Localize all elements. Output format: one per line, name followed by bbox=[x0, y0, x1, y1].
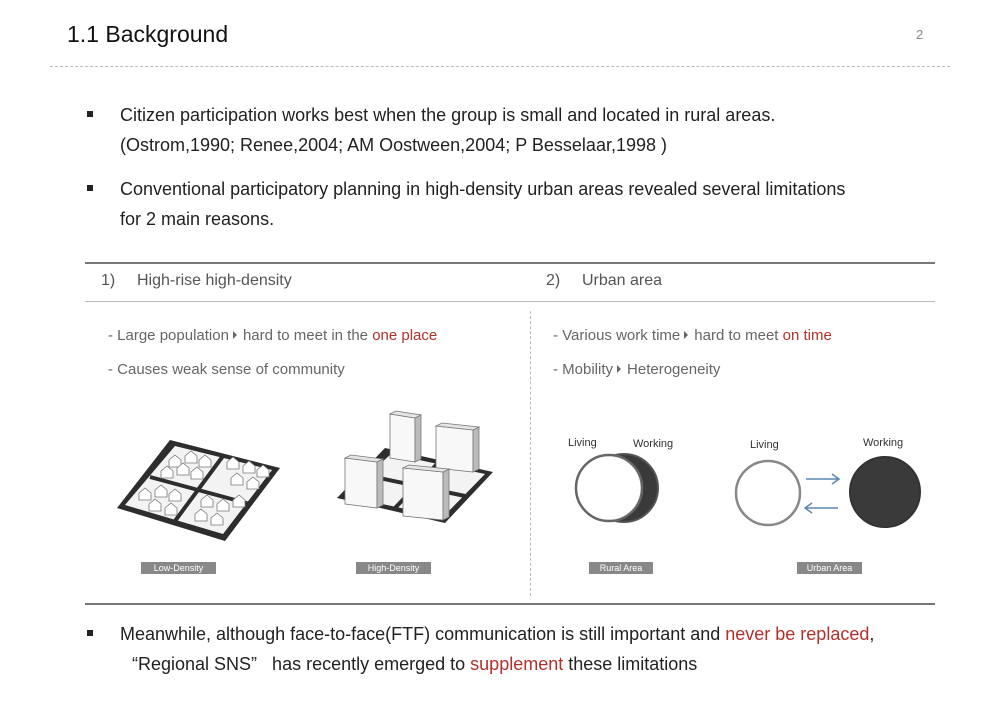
column-divider bbox=[530, 311, 531, 596]
bullet-text-line bbox=[120, 649, 874, 679]
bullet-text: these limitations bbox=[563, 654, 698, 674]
triangle-arrow-icon bbox=[617, 365, 621, 373]
section-number: 2) bbox=[546, 272, 561, 289]
header-divider bbox=[50, 66, 950, 67]
bullet-conventional-planning bbox=[120, 174, 845, 234]
bullet-citizen-participation bbox=[120, 100, 775, 160]
urban-area-tag: Urban Area bbox=[797, 562, 862, 574]
bullet-marker bbox=[87, 111, 93, 117]
urban-living-label: Living bbox=[750, 439, 779, 451]
point-text: Heterogeneity bbox=[627, 361, 721, 378]
section-number: 1) bbox=[101, 272, 116, 289]
urban-separate-circles bbox=[730, 455, 925, 530]
bullet-marker bbox=[87, 185, 93, 191]
rural-living-label: Living bbox=[568, 437, 597, 449]
triangle-arrow-icon bbox=[233, 331, 237, 339]
page-title: 1.1 Background bbox=[67, 21, 229, 47]
urban-working-label: Working bbox=[863, 437, 904, 449]
highlight-text: never be replaced bbox=[725, 624, 870, 644]
page-number: 2 bbox=[916, 27, 924, 42]
point-large-population bbox=[108, 327, 437, 344]
point-text: hard to meet in the bbox=[242, 327, 373, 344]
bullet-citation-line: (Ostrom,1990; Renee,2004; AM Oostween,2004; P Besselaar,1998 ) bbox=[120, 135, 667, 155]
point-text: - Various work time bbox=[553, 327, 681, 344]
point-weak-community: - Causes weak sense of community bbox=[108, 361, 345, 378]
section-title: Urban area bbox=[582, 272, 663, 289]
highlight-text: supplement bbox=[470, 654, 564, 674]
section-heading-urban-area bbox=[546, 272, 662, 290]
point-text: - Mobility bbox=[553, 361, 614, 378]
bullet-regional-sns bbox=[120, 619, 874, 679]
highlight-text: one place bbox=[372, 327, 438, 344]
rural-area-tag: Rural Area bbox=[589, 562, 653, 574]
high-density-illustration bbox=[335, 410, 495, 525]
table-bottom-rule bbox=[85, 603, 935, 605]
bullet-text-line: for 2 main reasons. bbox=[120, 209, 275, 229]
rural-overlap-circles bbox=[572, 450, 664, 528]
low-density-tag: Low-Density bbox=[141, 562, 216, 574]
bullet-text-line bbox=[120, 619, 874, 649]
table-top-rule bbox=[85, 262, 935, 264]
point-mobility bbox=[553, 361, 720, 378]
section-heading-high-density bbox=[101, 272, 292, 290]
high-density-tag: High-Density bbox=[356, 562, 431, 574]
bullet-text: Meanwhile, although face-to-face(FTF) communication is still important and bbox=[120, 624, 726, 644]
bullet-text: , bbox=[869, 624, 875, 644]
table-header-rule bbox=[85, 301, 935, 302]
bullet-text: “Regional SNS” has recently emerged to bbox=[132, 654, 471, 674]
point-text: - Large population bbox=[108, 327, 229, 344]
section-title: High-rise high-density bbox=[137, 272, 292, 289]
point-various-work-time bbox=[553, 327, 832, 344]
rural-working-label: Working bbox=[633, 438, 674, 450]
bullet-marker bbox=[87, 630, 93, 636]
bullet-text-line: Citizen participation works best when the group is small and located in rural areas. bbox=[120, 105, 776, 125]
low-density-illustration bbox=[115, 438, 285, 543]
bullet-text-line: Conventional participatory planning in high-density urban areas revealed several limitations bbox=[120, 179, 846, 199]
triangle-arrow-icon bbox=[684, 331, 688, 339]
highlight-text: on time bbox=[782, 327, 832, 344]
point-text: hard to meet bbox=[694, 327, 783, 344]
